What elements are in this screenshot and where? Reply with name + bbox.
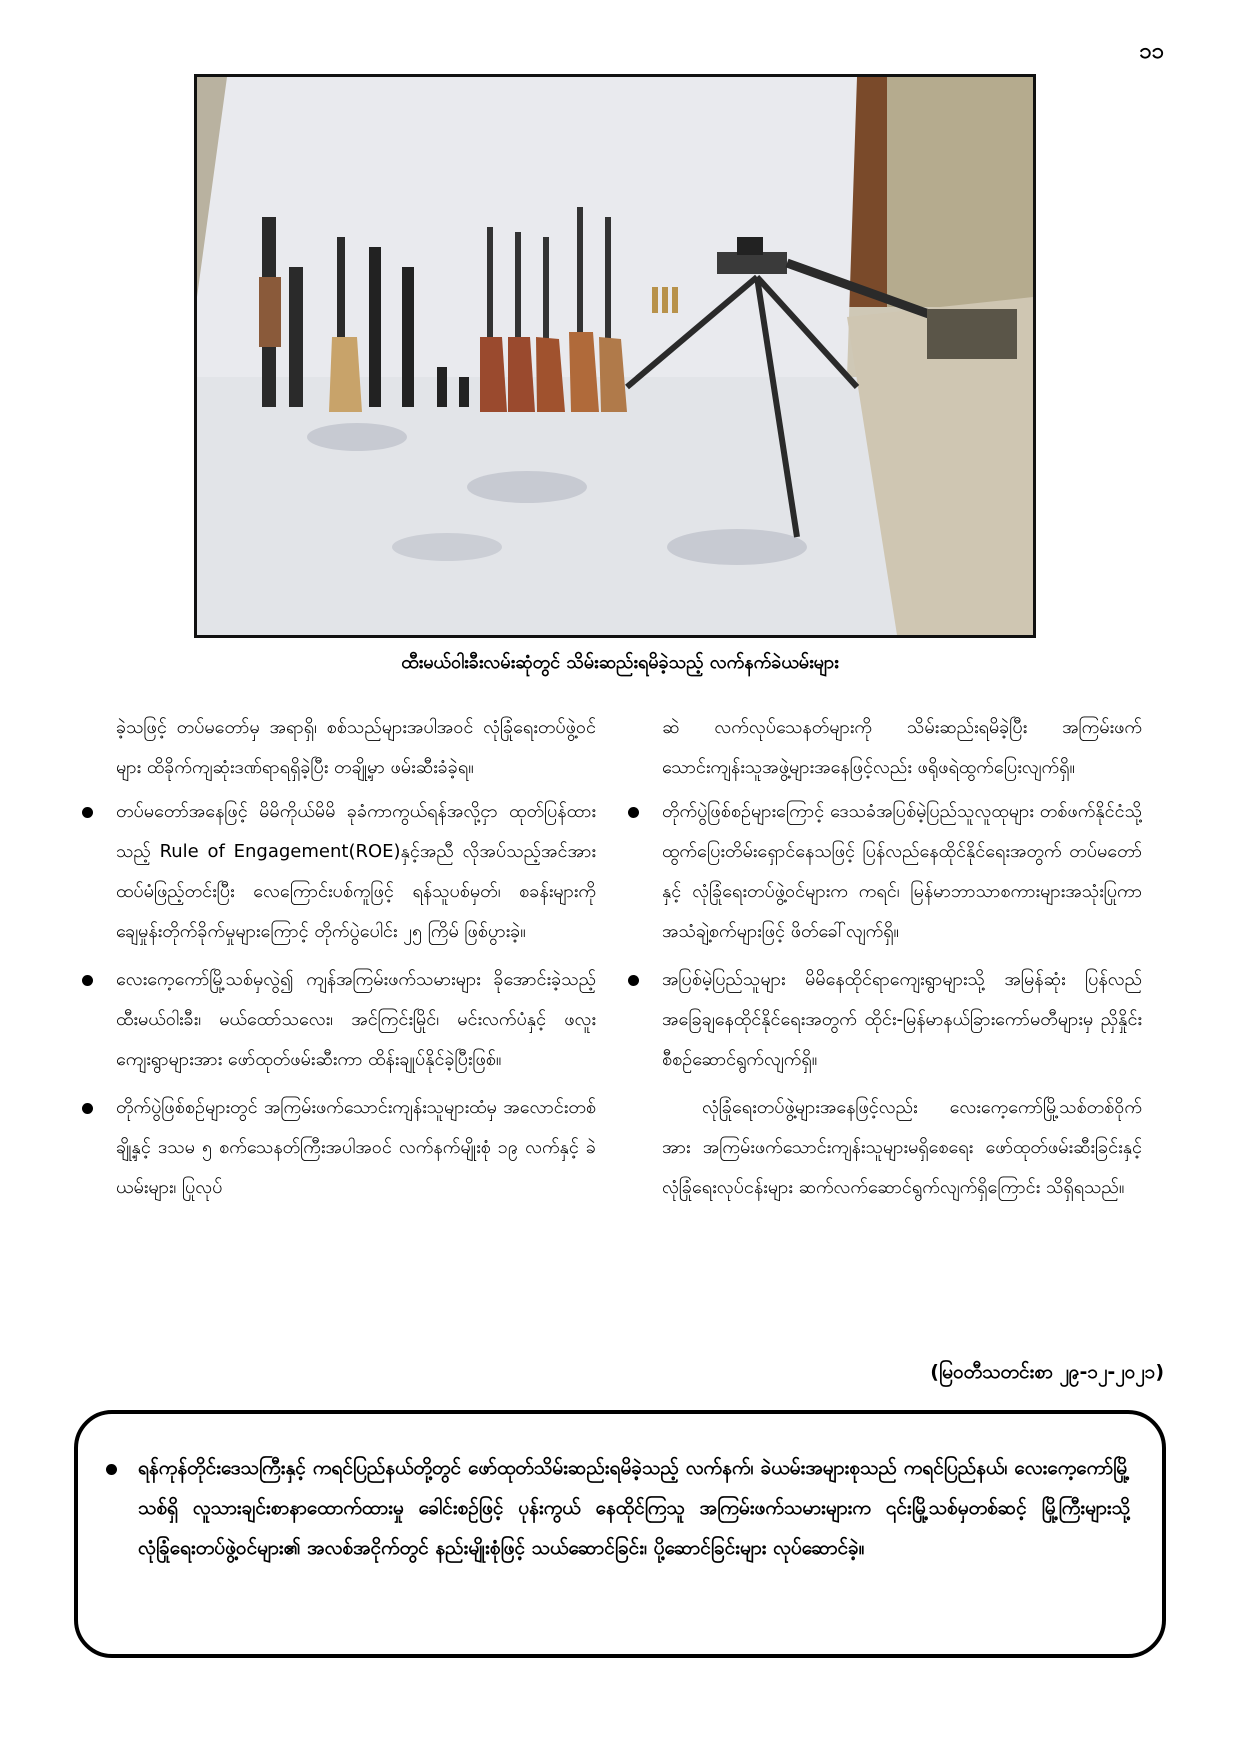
right-intro-paragraph: ဆဲ လက်လုပ်သေနတ်များကို သိမ်းဆည်းရမိခဲ့ပြီး အကြမ်းဖက်သောင်းကျန်းသူအဖွဲ့များအနေဖြင့်လည်း ဖရိုဖရဲထွက်ပြေးလျက်ရှိ။ <box>662 717 1142 778</box>
left-intro-paragraph: ခဲ့သဖြင့် တပ်မတော်မှ အရာရှိ၊ စစ်သည်များအပါအဝင် လုံခြုံရေးတပ်ဖွဲ့ဝင်များ ထိခိုက်ကျဆုံးဒဏ်ရာရရှိခဲ့ပြီး တချို့မှာ ဖမ်းဆီးခံခဲ့ရ။ <box>116 717 596 778</box>
right-closing-paragraph: လုံခြုံရေးတပ်ဖွဲ့များအနေဖြင့်လည်း လေးကေ့ကော်မြို့သစ်တစ်ဝိုက်အား အကြမ်းဖက်သောင်းကျန်းသူများမရှိစေရေး ဖော်ထုတ်ဖမ်းဆီးခြင်းနှင့် လုံခြုံရေးလုပ်ငန်းများ ဆက်လက်ဆောင်ရွက်လျက်ရှိကြောင်း သိရှိရသည်။ <box>662 1097 1142 1198</box>
bullet-icon <box>82 975 93 986</box>
left-bullet-item <box>116 792 596 952</box>
left-column <box>116 708 596 1216</box>
bullet-text: တပ်မတော်အနေဖြင့် မိမိကိုယ်မိမိ ခုခံကာကွယ်ရန်အလို့ငှာ ထုတ်ပြန်ထားသည့် Rule of Engagement(ROE)နှင့်အညီ လိုအပ်သည့်အင်အား ထပ်မံဖြည့်တင်းပြီး လေကြောင်းပစ်ကူဖြင့် ရန်သူပစ်မှတ်၊ စခန်းများကို ချေမှုန်းတိုက်ခိုက်မှုများကြောင့် တိုက်ပွဲပေါင်း ၂၅ ကြိမ် ဖြစ်ပွားခဲ့။ <box>116 801 596 942</box>
weapons-photo <box>194 74 1036 638</box>
photo-caption: ထီးမယ်ဝါးခီးလမ်းဆုံတွင် သိမ်းဆည်းရမိခဲ့သည့် လက်နက်ခဲယမ်းများ <box>401 652 839 673</box>
summary-text: ရန်ကုန်တိုင်းဒေသကြီးနှင့် ကရင်ပြည်နယ်တို့တွင် ဖော်ထုတ်သိမ်းဆည်းရမိခဲ့သည့် လက်နက်၊ ခဲယမ်းအများစုသည် ကရင်ပြည်နယ်၊ လေးကေ့ကော်မြို့သစ်ရှိ လူသားချင်းစာနာထောက်ထားမှု ခေါင်းစဉ်ဖြင့် ပုန်းကွယ် နေထိုင်ကြသူ အကြမ်းဖက်သမားများက ၎င်းမြို့သစ်မှတစ်ဆင့် မြို့ကြီးများသို့ လုံခြုံရေးတပ်ဖွဲ့ဝင်များ၏ အလစ်အငိုက်တွင် နည်းမျိုးစုံဖြင့် သယ်ဆောင်ခြင်း၊ ပို့ဆောင်ခြင်းများ လုပ်ဆောင်ခဲ့။ <box>138 1457 1130 1559</box>
page-number: ၁၁ <box>1139 39 1164 64</box>
bullet-icon <box>628 807 639 818</box>
summary-box <box>74 1410 1166 1658</box>
bullet-icon <box>82 1103 93 1114</box>
bullet-icon <box>106 1464 117 1475</box>
bullet-text: တိုက်ပွဲဖြစ်စဉ်များကြောင့် ဒေသခံအပြစ်မဲ့ပြည်သူလူထုများ တစ်ဖက်နိုင်ငံသို့ ထွက်ပြေးတိမ်းရှောင်နေသဖြင့် ပြန်လည်နေထိုင်နိုင်ရေးအတွက် တပ်မတော်နှင့် လုံခြုံရေးတပ်ဖွဲ့ဝင်များက ကရင်၊ မြန်မာဘာသာစကားများအသုံးပြုကာ အသံချဲ့စက်များဖြင့် ဖိတ်ခေါ်လျက်ရှိ။ <box>662 801 1142 942</box>
bullet-text: အပြစ်မဲ့ပြည်သူများ မိမိနေထိုင်ရာကျေးရွာများသို့ အမြန်ဆုံး ပြန်လည်အခြေချနေထိုင်နိုင်ရေးအတွက် ထိုင်း-မြန်မာနယ်ခြားကော်မတီများမှ ညှိနှိုင်းစီစဉ်ဆောင်ရွက်လျက်ရှိ။ <box>662 969 1142 1070</box>
left-bullet-item <box>116 1088 596 1208</box>
right-column <box>662 708 1142 1212</box>
source-citation: (မြဝတီသတင်းစာ ၂၉-၁၂-၂၀၂၁) <box>930 1361 1164 1383</box>
left-bullet-item <box>116 960 596 1080</box>
bullet-text: တိုက်ပွဲဖြစ်စဉ်များတွင် အကြမ်းဖက်သောင်းကျန်းသူများထံမှ အလောင်းတစ်ချို့နှင့် ဒသမ ၅ စက်သေနတ်ကြီးအပါအဝင် လက်နက်မျိုးစုံ ၁၉ လက်နှင့် ခဲယမ်းများ၊ ပြုလုပ် <box>116 1097 596 1198</box>
bullet-icon <box>628 975 639 986</box>
bullet-text: လေးကေ့ကော်မြို့သစ်မှလွဲ၍ ကျန်အကြမ်းဖက်သမားများ ခိုအောင်းခဲ့သည့် ထီးမယ်ဝါးခီး၊ မယ်ထော်သလေး၊ အင်ကြင်းမြိုင်၊ မင်းလက်ပံနှင့် ဖလူးကျေးရွာများအား ဖော်ထုတ်ဖမ်းဆီးကာ ထိန်းချုပ်နိုင်ခဲ့ပြီးဖြစ်။ <box>116 969 596 1070</box>
right-bullet-item <box>662 792 1142 952</box>
right-bullet-item <box>662 960 1142 1080</box>
bullet-icon <box>82 807 93 818</box>
